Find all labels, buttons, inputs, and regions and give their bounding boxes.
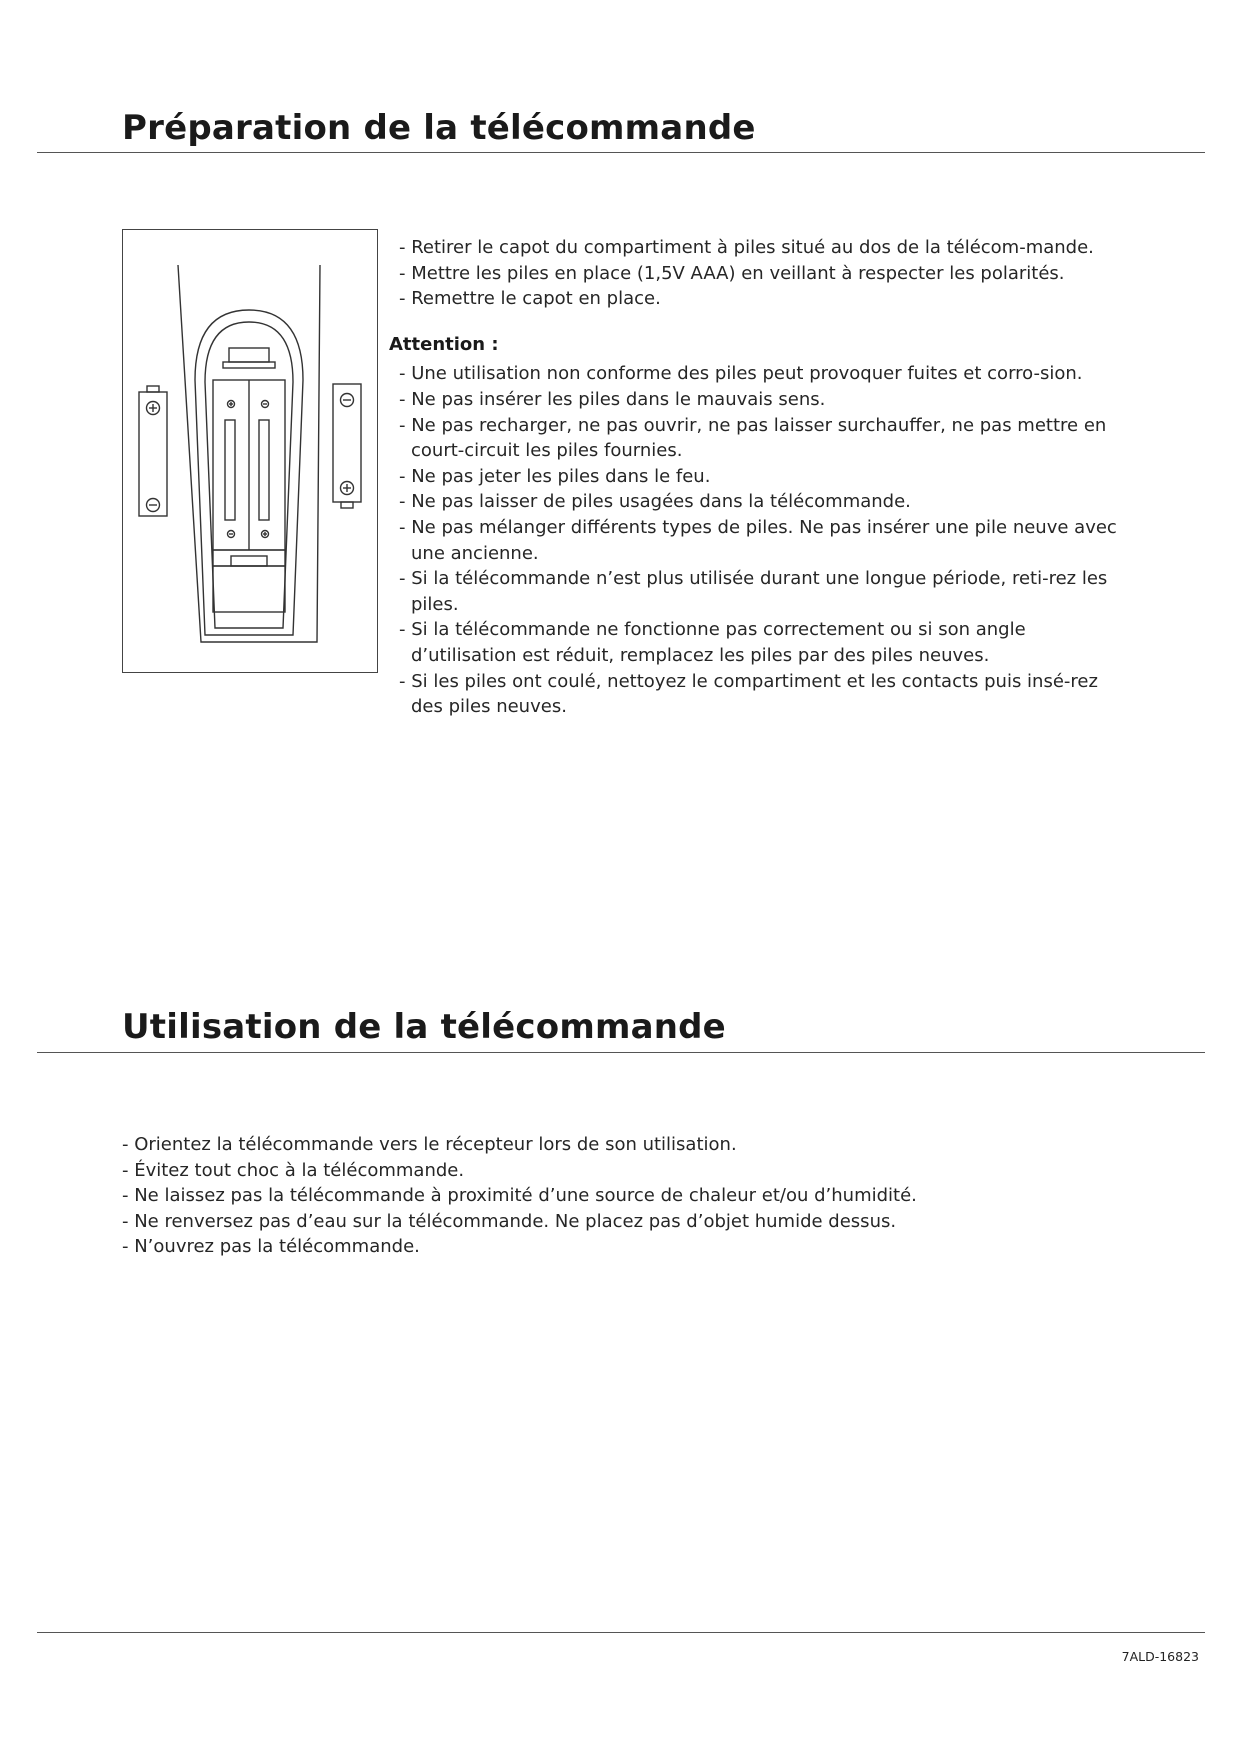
prep-title-rule	[37, 152, 1205, 153]
battery-warning: - Ne pas recharger, ne pas ouvrir, ne pas laisser surchauffer, ne pas mettre en court-circuit les piles fournies.	[399, 414, 1107, 462]
prep-step: - Mettre les piles en place (1,5V AAA) en veillant à respecter les polarités.	[399, 262, 1065, 284]
usage-item: - Ne laissez pas la télécommande à proximité d’une source de chaleur et/ou d’humidité.	[122, 1185, 917, 1207]
attention-heading: Attention :	[389, 333, 499, 355]
compartment-bottom-tab	[213, 550, 285, 566]
usage-item: - Évitez tout choc à la télécommande.	[122, 1159, 465, 1181]
battery-warning: - Ne pas laisser de piles usagées dans la télécommande.	[399, 491, 911, 513]
battery-warning: - Si les piles ont coulé, nettoyez le compartiment et les contacts puis insé-rez des piles neuves.	[399, 670, 1098, 718]
prep-step: - Retirer le capot du compartiment à piles situé au dos de la télécom-mande.	[399, 237, 1094, 258]
usage-item: - N’ouvrez pas la télécommande.	[122, 1236, 420, 1258]
usage-list	[122, 1132, 1122, 1260]
spring-contact-left	[225, 420, 235, 520]
battery-warning: - Si la télécommande ne fonctionne pas correctement ou si son angle d’utilisation est réduit, remplacez les piles par des piles neuves.	[399, 619, 1026, 666]
document-code: 7ALD-16823	[1121, 1649, 1199, 1664]
compartment-bottom-box	[213, 566, 285, 612]
compartment-latch	[229, 348, 269, 362]
usage-item: - Orientez la télécommande vers le récepteur lors de son utilisation.	[122, 1134, 737, 1155]
battery-warning: - Ne pas mélanger différents types de piles. Ne pas insérer une pile neuve avec une ancienne.	[399, 516, 1117, 564]
battery-warning: - Si la télécommande n’est plus utilisée durant une longue période, reti-rez les piles.	[399, 568, 1108, 615]
prep-steps-list	[391, 235, 1133, 312]
usage-instructions	[122, 1132, 1122, 1260]
usage-section-title: Utilisation de la télécommande	[122, 1007, 726, 1047]
battery-compartment-illustration	[122, 229, 378, 673]
usage-title-rule	[37, 1052, 1205, 1053]
prep-step: - Remettre le capot en place.	[399, 288, 661, 310]
prep-instructions	[391, 235, 1133, 720]
battery-warnings-list	[391, 361, 1133, 719]
remote-back-diagram	[123, 230, 377, 672]
prep-section-title: Préparation de la télécommande	[122, 108, 756, 148]
battery-warning: - Ne pas jeter les piles dans le feu.	[399, 465, 711, 487]
battery-warning: - Une utilisation non conforme des piles peut provoquer fuites et corro-sion.	[399, 363, 1083, 385]
compartment-latch-base	[223, 362, 275, 368]
footer-rule	[37, 1632, 1205, 1633]
battery-warning: - Ne pas insérer les piles dans le mauvais sens.	[399, 388, 826, 410]
spring-contact-right	[259, 420, 269, 520]
usage-item: - Ne renversez pas d’eau sur la télécommande. Ne placez pas d’objet humide dessus.	[122, 1210, 897, 1232]
